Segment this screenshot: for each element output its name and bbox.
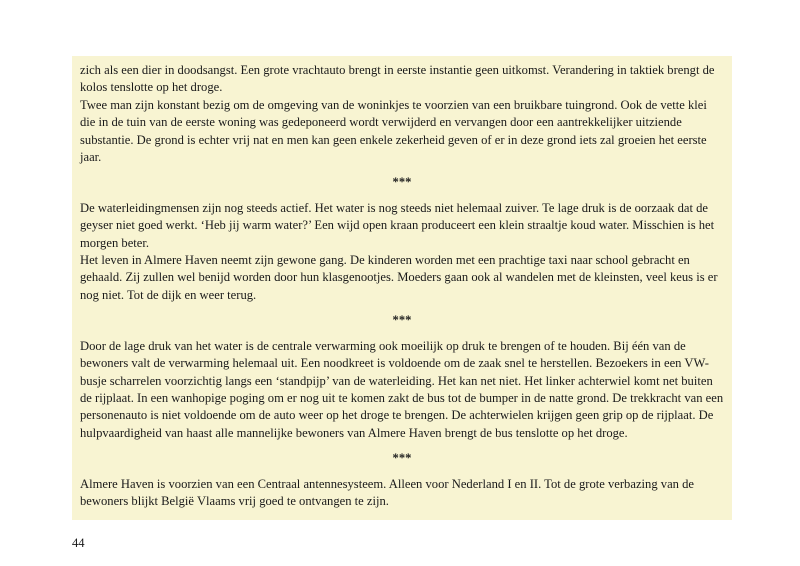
- paragraph-6: Almere Haven is voorzien van een Centraal antennesysteem. Alleen voor Nederland I en II. Tot de grote verbazing van de bewoners blijkt België Vlaams vrij goed te ontvangen te zijn.: [80, 476, 694, 508]
- paragraph-5: Door de lage druk van het water is de centrale verwarming ook moeilijk op druk te brengen of te houden. Bij één van de bewoners valt de verwarming helemaal uit. Een noodkreet is voldoende om de zaak snel te herstellen. Bezoekers in een VW-busje scharrelen voorzichtig langs een ‘standpijp’ van de waterleiding. Het kan net niet. Het linker achterwiel komt net buiten de rijplaat. In een wanhopige poging om er nog uit te komen zakt de bus tot de bumper in de natte grond. De trekkracht van een personenauto is niet voldoende om de auto weer op het droge te brengen. De achterwielen krijgen geen grip op de rijplaat. De hulpvaardigheid van haast alle mannelijke bewoners van Almere Haven brengt de bus tenslotte op het droge.: [80, 338, 724, 440]
- section-separator-1: ***: [392, 175, 412, 190]
- section-separator-3: ***: [392, 451, 412, 466]
- spacer: [80, 330, 724, 338]
- text-panel: [72, 56, 732, 520]
- spacer: [80, 304, 724, 312]
- paragraph-4: Het leven in Almere Haven neemt zijn gewone gang. De kinderen worden met een prachtige taxi naar school gebracht en gehaald. Zij zullen wel benijd worden door hun klasgenootjes. Moeders gaan ook al wandelen met de kleinsten, veel keus is er nog niet. Tot de dijk en weer terug.: [80, 253, 718, 302]
- paragraph-2: Twee man zijn konstant bezig om de omgeving van de woninkjes te voorzien van een bruikbare tuingrond. Ook de vette klei die in de tuin van de eerste woning was gedeponeerd wordt verwijderd en vervangen door een aantrekkelijker uitziende substantie. De grond is echter vrij nat en men kan geen enkele zekerheid geven of er in deze grond iets zal groeien het eerste jaar.: [80, 97, 707, 165]
- spacer: [80, 442, 724, 450]
- spacer: [80, 468, 724, 476]
- spacer: [80, 192, 724, 200]
- paragraph-3: De waterleidingmensen zijn nog steeds actief. Het water is nog steeds niet helemaal zuiver. Te lage druk is de oorzaak dat de geyser niet goed werkt. ‘Heb jij warm water?’ Een wijd open kraan produceert een klein straaltje koud water. Misschien is het morgen beter.: [80, 200, 715, 250]
- spacer: [80, 166, 724, 174]
- page-number: 44: [72, 536, 85, 550]
- paragraph-1: zich als een dier in doodsangst. Een grote vrachtauto brengt in eerste instantie geen uitkomst. Verandering in taktiek brengt de kolos tenslotte op het droge.: [80, 63, 715, 95]
- section-separator-2: ***: [392, 313, 412, 328]
